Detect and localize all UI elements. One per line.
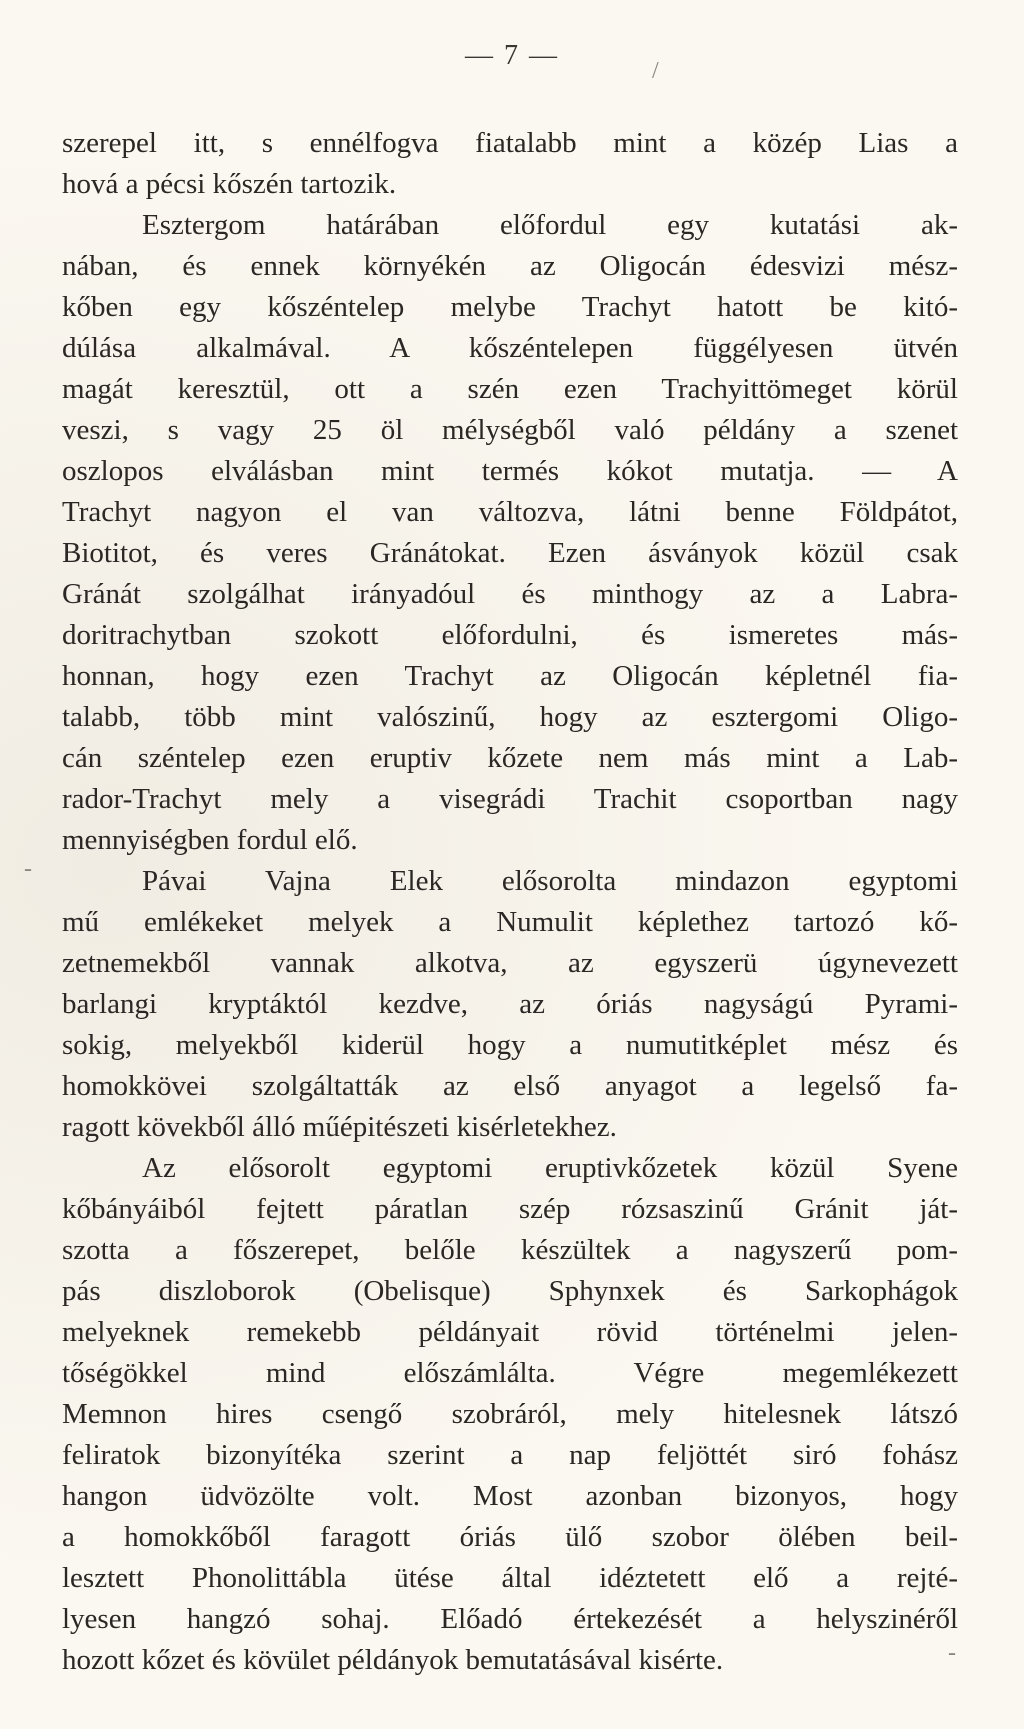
text-line: szotta a főszerepet, belőle készültek a nagyszerű pom-	[62, 1234, 958, 1266]
text-line: mennyiségben fordul elő.	[62, 824, 358, 856]
text-line: doritrachytban szokott előfordulni, és ismeretes más-	[62, 619, 958, 651]
text-line: Pávai Vajna Elek elősorolta mindazon egyptomi	[142, 865, 958, 897]
page-number: — 7 —	[465, 40, 559, 71]
text-line: Memnon hires csengő szobráról, mely hitelesnek látszó	[62, 1398, 958, 1430]
text-line: Esztergom határában előfordul egy kutatási ak-	[142, 209, 958, 241]
text-line: cán széntelep ezen eruptiv kőzete nem más mint a Lab-	[62, 742, 958, 774]
stray-mark: /	[652, 58, 659, 84]
text-line: hozott kőzet és kövület példányok bemutatásával kisérte.	[62, 1644, 724, 1676]
text-line: sokig, melyekből kiderül hogy a numutitképlet mész és	[62, 1029, 958, 1061]
stray-mark: -	[948, 1640, 956, 1666]
text-line: Trachyt nagyon el van változva, látni benne Földpátot,	[62, 496, 958, 528]
body-text	[62, 123, 958, 1681]
text-line: Biotitot, és veres Gránátokat. Ezen ásványok közül csak	[62, 537, 958, 569]
text-line: veszi, s vagy 25 öl mélységből való példány a szenet	[62, 414, 958, 446]
text-line: homokkövei szolgáltatták az első anyagot a legelső fa-	[62, 1070, 958, 1102]
text-line: zetnemekből vannak alkotva, az egyszerü úgynevezett	[62, 947, 958, 979]
text-line: ragott kövekből álló műépitészeti kisérletekhez.	[62, 1111, 617, 1143]
text-line: pás diszloborok (Obelisque) Sphynxek és Sarkophágok	[62, 1275, 958, 1307]
text-line: rador-Trachyt mely a visegrádi Trachit csoportban nagy	[62, 783, 958, 815]
paragraph	[62, 205, 958, 861]
paragraph	[62, 861, 958, 1148]
text-line: kőbányáiból fejtett páratlan szép rózsaszinű Gránit ját-	[62, 1193, 958, 1225]
text-line: dúlása alkalmával. A kőszéntelepen függélyesen ütvén	[62, 332, 958, 364]
text-line: lesztett Phonolittábla ütése által idéztetett elő a rejté-	[62, 1562, 958, 1594]
text-line: melyeknek remekebb példányait rövid történelmi jelen-	[62, 1316, 958, 1348]
text-line: nában, és ennek környékén az Oligocán édesvizi mész-	[62, 250, 958, 282]
paragraph	[62, 1148, 958, 1681]
text-line: talabb, több mint valószinű, hogy az esztergomi Oligo-	[62, 701, 958, 733]
text-line: oszlopos elválásban mint termés kókot mutatja. — A	[62, 455, 958, 487]
text-line: kőben egy kőszéntelep melybe Trachyt hatott be kitó-	[62, 291, 958, 323]
text-line: tőségökkel mind előszámlálta. Végre megemlékezett	[62, 1357, 958, 1389]
text-line: Az elősorolt egyptomi eruptivkőzetek közül Syene	[142, 1152, 958, 1184]
text-line: barlangi kryptáktól kezdve, az óriás nagyságú Pyrami-	[62, 988, 958, 1020]
text-line: honnan, hogy ezen Trachyt az Oligocán képletnél fia-	[62, 660, 958, 692]
stray-mark: -	[24, 856, 32, 882]
text-line: hangon üdvözölte volt. Most azonban bizonyos, hogy	[62, 1480, 958, 1512]
text-line: hová a pécsi kőszén tartozik.	[62, 168, 397, 200]
text-line: szerepel itt, s ennélfogva fiatalabb mint a közép Lias a	[62, 127, 958, 159]
text-line: feliratok bizonyítéka szerint a nap feljöttét siró fohász	[62, 1439, 958, 1471]
text-line: a homokkőből faragott óriás ülő szobor ölében beil-	[62, 1521, 958, 1553]
text-line: Gránát szolgálhat irányadóul és minthogy az a Labra-	[62, 578, 958, 610]
text-line: lyesen hangzó sohaj. Előadó értekezését a helyszinéről	[62, 1603, 958, 1635]
paragraph	[62, 123, 958, 205]
text-line: magát keresztül, ott a szén ezen Trachyittömeget körül	[62, 373, 958, 405]
text-line: mű emlékeket melyek a Numulit képlethez tartozó kő-	[62, 906, 958, 938]
